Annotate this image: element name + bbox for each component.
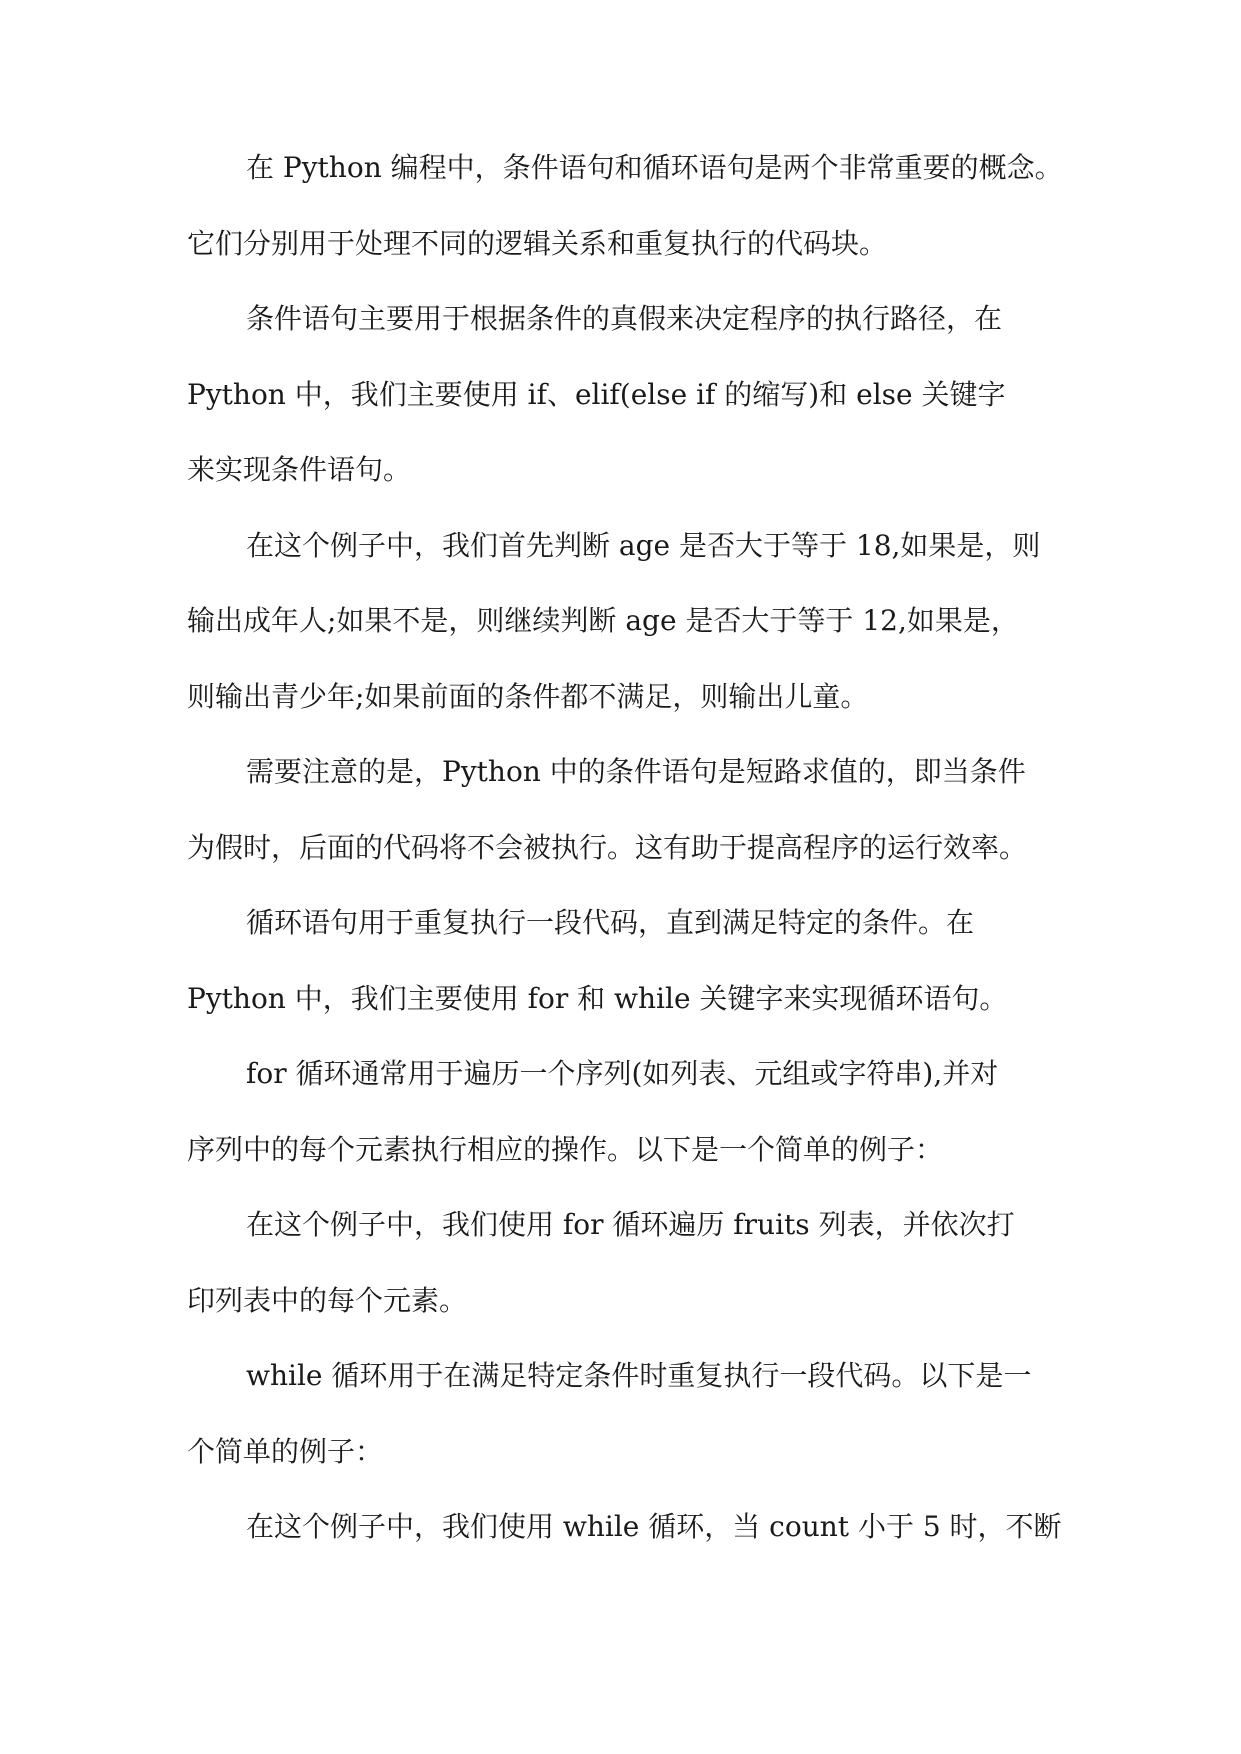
text-line: 在这个例子中，我们使用 for 循环遍历 fruits 列表，并依次打 xyxy=(246,1208,1015,1241)
text-line: while 循环用于在满足特定条件时重复执行一段代码。以下是一 xyxy=(246,1359,1032,1392)
text-line: 印列表中的每个元素。 xyxy=(187,1283,468,1317)
text-line: 为假时，后面的代码将不会被执行。这有助于提高程序的运行效率。 xyxy=(187,830,1028,864)
text-line: 在这个例子中，我们使用 while 循环，当 count 小于 5 时，不断 xyxy=(246,1510,1062,1543)
text-line: 输出成年人;如果不是，则继续判断 age 是否大于等于 12,如果是， xyxy=(187,604,1019,637)
text-line: 在这个例子中，我们首先判断 age 是否大于等于 18,如果是，则 xyxy=(246,528,1041,562)
text-line: 循环语句用于重复执行一段代码，直到满足特定的条件。在 xyxy=(246,906,975,939)
text-line: 它们分别用于处理不同的逻辑关系和重复执行的代码块。 xyxy=(187,226,888,260)
text-line: Python 中，我们主要使用 for 和 while 关键字来实现循环语句。 xyxy=(187,981,1008,1015)
body-text xyxy=(187,148,1067,1583)
text-line: 条件语句主要用于根据条件的真假来决定程序的执行路径，在 xyxy=(246,302,1003,335)
text-line: 序列中的每个元素执行相应的操作。以下是一个简单的例子： xyxy=(187,1132,944,1166)
text-line: 在 Python 编程中，条件语句和循环语句是两个非常重要的概念。 xyxy=(246,151,1063,184)
text-line: Python 中，我们主要使用 if、elif(else if 的缩写)和 else 关键字 xyxy=(187,377,1006,411)
text-line: for 循环通常用于遍历一个序列(如列表、元组或字符串),并对 xyxy=(246,1057,999,1090)
text-line: 来实现条件语句。 xyxy=(187,453,412,486)
text-line: 个简单的例子： xyxy=(187,1434,384,1468)
text-line: 需要注意的是，Python 中的条件语句是短路求值的，即当条件 xyxy=(246,755,1026,788)
text-line: 则输出青少年;如果前面的条件都不满足，则输出儿童。 xyxy=(187,679,869,713)
